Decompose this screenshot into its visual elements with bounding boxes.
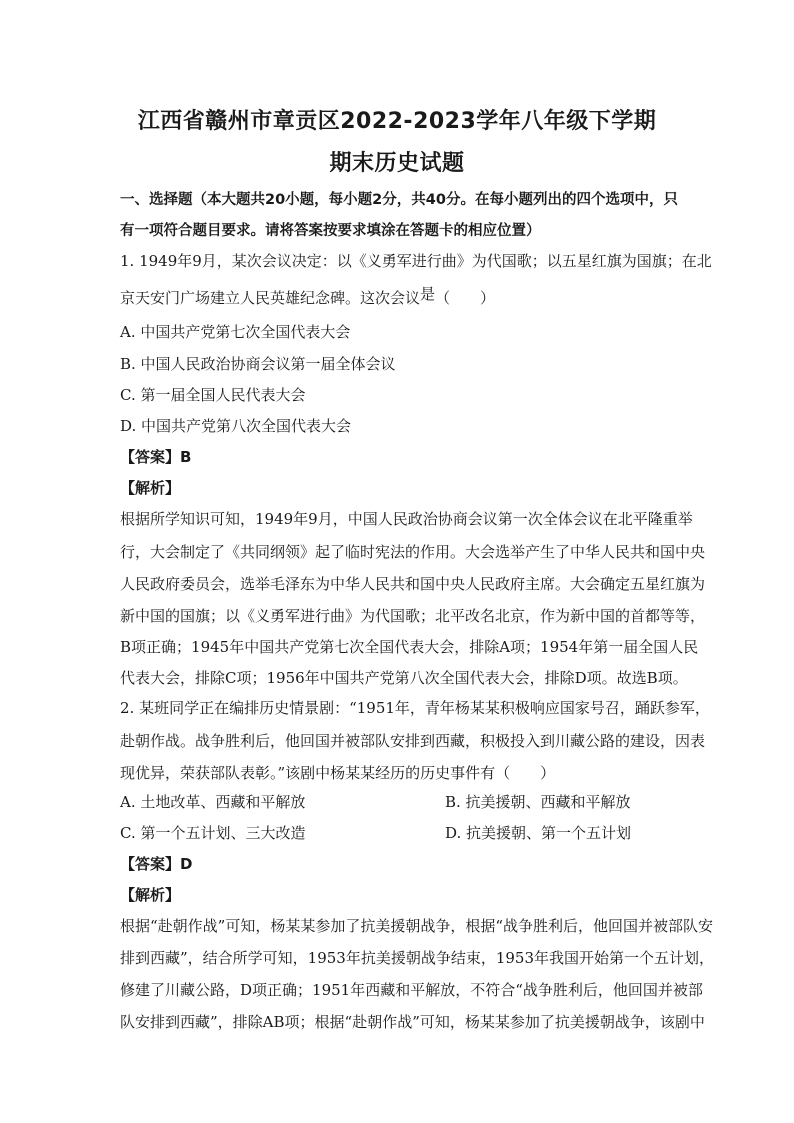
q1-analysis-line: B项正确；1945年中国共产党第七次全国代表大会，排除A项；1954年第一届全国人民 [120, 638, 699, 656]
document-title-line1: 江西省赣州市章贡区2022-2023学年八年级下学期 [137, 109, 657, 134]
q1-analysis-line: 代表大会，排除C项；1956年中国共产党第八次全国代表大会，排除D项。故选B项。 [120, 669, 688, 687]
q1-stem-line2 [120, 287, 680, 308]
q1-analysis-label: 【解析】 [120, 479, 181, 497]
q1-analysis-line: 新中国的国旗；以《义勇军进行曲》为代国歌；北平改名北京，作为新中国的首都等等， [120, 607, 706, 625]
q2-analysis-label: 【解析】 [120, 886, 181, 904]
q2-option-d: D. 抗美援朝、第一个五计划 [445, 824, 632, 842]
q2-stem-line: 现优异，荣获部队表彰。”该剧中杨某某经历的历史事件有（ ） [120, 764, 556, 782]
document-title-line2: 期末历史试题 [329, 151, 465, 176]
q1-option-d: D. 中国共产党第八次全国代表大会 [120, 417, 352, 435]
q1-stem-line2-text: 京天安门广场建立人民英雄纪念碑。这次会议 [120, 289, 421, 307]
q1-option-a: A. 中国共产党第七次全国代表大会 [120, 323, 351, 341]
q1-answer-blank: （ ） [435, 289, 496, 307]
q2-answer: 【答案】D [120, 855, 193, 873]
q2-analysis-line: 修建了川藏公路，D项正确；1951年西藏和平解放，不符合“战争胜利后，他回国并被部 [120, 981, 703, 999]
q2-analysis-line: 队安排到西藏”，排除AB项；根据“赴朝作战”可知，杨某某参加了抗美援朝战争，该剧中 [120, 1013, 705, 1031]
q1-analysis-line: 人民政府委员会，选举毛泽东为中华人民共和国中央人民政府主席。大会确定五星红旗为 [120, 575, 706, 593]
q1-option-b: B. 中国人民政治协商会议第一届全体会议 [120, 355, 396, 373]
section-heading-line1: 一、选择题（本大题共20小题，每小题2分，共40分。在每小题列出的四个选项中，只 [120, 192, 678, 208]
q2-analysis-line: 根据“赴朝作战”可知，杨某某参加了抗美援朝战争，根据“战争胜利后，他回国并被部队安 [120, 917, 714, 935]
q2-analysis-line: 排到西藏”，结合所学可知，1953年抗美援朝战争结束，1953年我国开始第一个五计划， [120, 949, 715, 967]
q2-stem-line: 2. 某班同学正在编排历史情景剧：“1951年，青年杨某某积极响应国家号召，踊跃参军， [120, 699, 710, 717]
q2-option-b: B. 抗美援朝、西藏和平解放 [445, 793, 631, 811]
q2-option-a: A. 土地改革、西藏和平解放 [120, 793, 306, 811]
q1-analysis-line: 行，大会制定了《共同纲领》起了临时宪法的作用。大会选举产生了中华人民共和国中央 [120, 543, 706, 561]
q1-answer: 【答案】B [120, 448, 192, 466]
q1-option-c: C. 第一届全国人民代表大会 [120, 386, 306, 404]
q2-stem-line: 赴朝作战。战争胜利后，他回国并被部队安排到西藏，积极投入到川藏公路的建设，因表 [120, 732, 706, 750]
q2-option-c: C. 第一个五计划、三大改造 [120, 824, 306, 842]
section-heading-line2: 有一项符合题目要求。请将答案按要求填涂在答题卡的相应位置） [120, 223, 541, 239]
q1-stem-line1: 1. 1949年9月，某次会议决定：以《义勇军进行曲》为代国歌；以五星红旗为国旗；在北 [120, 252, 712, 270]
q1-analysis-line: 根据所学知识可知，1949年9月，中国人民政治协商会议第一次全体会议在北平隆重举 [120, 510, 693, 528]
q1-stem-line2-raised: 是 [420, 285, 436, 303]
